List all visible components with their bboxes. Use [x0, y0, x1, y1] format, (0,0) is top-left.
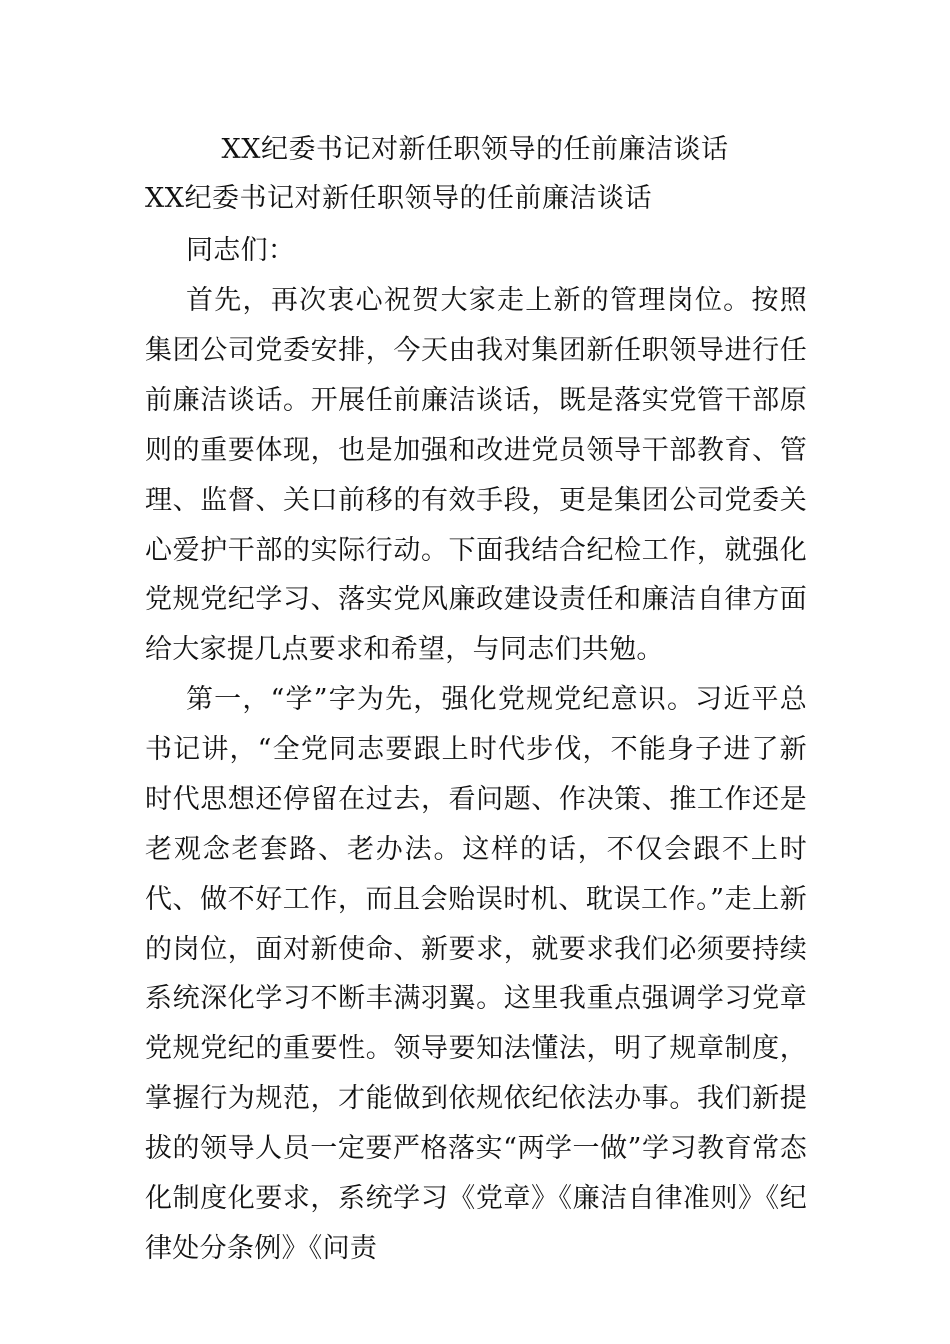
salutation: 同志们：	[186, 235, 296, 266]
document-title: XX纪委书记对新任职领导的任前廉洁谈话	[221, 134, 729, 165]
document-subtitle: XX纪委书记对新任职领导的任前廉洁谈话	[145, 183, 652, 214]
paragraph-intro: 首先，再次衷心祝贺大家走上新的管理岗位。按照集团公司党委安排，今天由我对集团新任职领导进行任前廉洁谈话。开展任前廉洁谈话，既是落实党管干部原则的重要体现，也是加强和改进党员领导干部教育、管理、监督、关口前移的有效手段，更是集团公司党委关心爱护干部的实际行动。下面我结合纪检工作，就强化党规党纪学习、落实党风廉政建设责任和廉洁自律方面给大家提几点要求和希望，与同志们共勉。	[145, 285, 807, 666]
paragraph-first-point: 第一，“学”字为先，强化党规党纪意识。习近平总书记讲，“全党同志要跟上时代步伐，不能身子进了新时代思想还停留在过去，看问题、作决策、推工作还是老观念老套路、老办法。这样的话，不仅会跟不上时代、做不好工作，而且会贻误时机、耽误工作。”走上新的岗位，面对新使命、新要求，就要求我们必须要持续系统深化学习不断丰满羽翼。这里我重点强调学习党章党规党纪的重要性。领导要知法懂法，明了规章制度，掌握行为规范，才能做到依规依纪依法办事。我们新提拔的领导人员一定要严格落实“两学一做”学习教育常态化制度化要求，系统学习《党章》《廉洁自律准则》《纪律处分条例》《问责	[145, 684, 807, 1264]
